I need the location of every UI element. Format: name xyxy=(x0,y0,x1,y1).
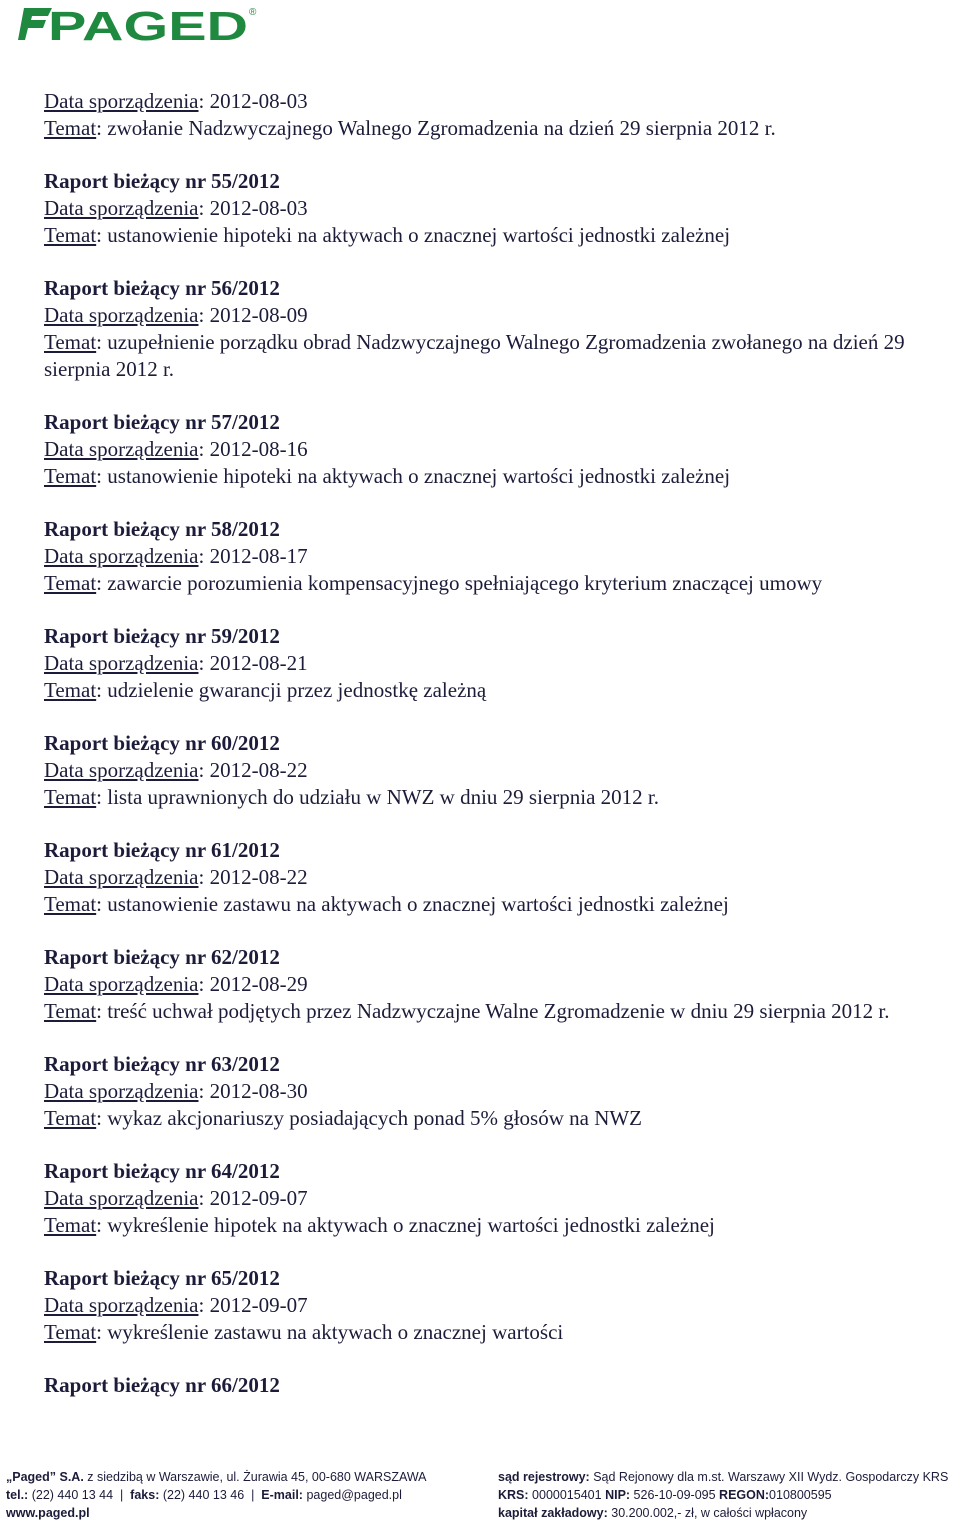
topic-label: Temat xyxy=(44,1319,97,1344)
report-topic: uzupełnienie porządku obrad Nadzwyczajnego Walnego Zgromadzenia zwołanego na dzień 29 sierpnia 2012 r. xyxy=(44,329,905,381)
date-label: Data sporządzenia xyxy=(44,757,199,782)
report-title: Raport bieżący nr 59/2012 xyxy=(44,624,280,648)
report-date: 2012-08-03 xyxy=(209,196,308,220)
date-label: Data sporządzenia xyxy=(44,1292,199,1317)
report-topic-line: Temat: uzupełnienie porządku obrad Nadzwyczajnego Walnego Zgromadzenia zwołanego na dzień 29 sierpnia 2012 r. xyxy=(44,329,905,381)
report-topic: ustanowienie zastawu na aktywach o znacznej wartości jednostki zależnej xyxy=(107,891,729,916)
topic-label: Temat xyxy=(44,570,97,595)
date-label: Data sporządzenia xyxy=(44,89,199,113)
date-label: Data sporządzenia xyxy=(44,303,199,327)
footer-email-link[interactable]: paged@paged.pl xyxy=(306,1488,402,1502)
report-date-line: Data sporządzenia: 2012-08-22 xyxy=(44,864,308,889)
report-date: 2012-08-17 xyxy=(209,543,308,568)
date-label: Data sporządzenia xyxy=(44,196,199,220)
report-date-line: Data sporządzenia: 2012-08-09 xyxy=(44,303,308,327)
topic-label: Temat xyxy=(44,463,97,488)
report-title: Raport bieżący nr 64/2012 xyxy=(44,1159,280,1183)
report-topic: udzielenie gwarancji przez jednostkę zależną xyxy=(107,677,487,702)
report-topic: ustanowienie hipoteki na aktywach o znacznej wartości jednostki zależnej xyxy=(107,222,731,247)
report-title: Raport bieżący nr 56/2012 xyxy=(44,276,280,301)
intro-topic-line: Temat: zwołanie Nadzwyczajnego Walnego Zgromadzenia na dzień 29 sierpnia 2012 r. xyxy=(44,115,776,140)
footer-regon-label: REGON: xyxy=(719,1488,770,1502)
intro-topic: zwołanie Nadzwyczajnego Walnego Zgromadzenia na dzień 29 sierpnia 2012 r. xyxy=(107,115,776,140)
date-label: Data sporządzenia xyxy=(44,971,199,996)
footer-regon: 010800595 xyxy=(769,1488,832,1502)
report-topic-line: Temat: ustanowienie zastawu na aktywach o znacznej wartości jednostki zależnej xyxy=(44,891,729,916)
report-topic: wykreślenie hipotek na aktywach o znacznej wartości jednostki zależnej xyxy=(107,1212,715,1237)
report-topic-line: Temat: wykreślenie hipotek na aktywach o znacznej wartości jednostki zależnej xyxy=(44,1212,715,1237)
report-topic-line: Temat: lista uprawnionych do udziału w NWZ w dniu 29 sierpnia 2012 r. xyxy=(44,784,659,809)
footer-company-address: z siedzibą w Warszawie, ul. Żurawia 45, 00-680 WARSZAWA xyxy=(87,1470,427,1484)
footer-capital-label: kapitał zakładowy: xyxy=(498,1506,608,1520)
footer-email-label: E-mail: xyxy=(261,1488,303,1502)
report-topic-line: Temat: wykaz akcjonariuszy posiadających ponad 5% głosów na NWZ xyxy=(44,1105,643,1130)
footer-registration xyxy=(498,1468,948,1522)
report-title: Raport bieżący nr 61/2012 xyxy=(44,838,280,862)
report-date-line: Data sporządzenia: 2012-08-16 xyxy=(44,436,308,461)
report-date: 2012-08-09 xyxy=(209,303,308,327)
report-title: Raport bieżący nr 62/2012 xyxy=(44,945,280,969)
report-topic-line: Temat: wykreślenie zastawu na aktywach o znacznej wartości xyxy=(44,1319,564,1344)
report-topic: ustanowienie hipoteki na aktywach o znacznej wartości jednostki zależnej xyxy=(107,463,731,488)
footer-krs: 0000015401 xyxy=(532,1488,602,1502)
report-topic: lista uprawnionych do udziału w NWZ w dniu 29 sierpnia 2012 r. xyxy=(107,784,659,809)
report-date: 2012-08-30 xyxy=(209,1078,308,1103)
intro-date: 2012-08-03 xyxy=(209,89,308,113)
report-title: Raport bieżący nr 58/2012 xyxy=(44,517,280,541)
report-title: Raport bieżący nr 66/2012 xyxy=(44,1373,280,1397)
report-list xyxy=(44,88,944,1399)
footer-nip-label: NIP: xyxy=(605,1488,631,1502)
report-date-line: Data sporządzenia: 2012-09-07 xyxy=(44,1185,308,1210)
report-title: Raport bieżący nr 55/2012 xyxy=(44,169,280,194)
logo-registered-mark: ® xyxy=(249,7,257,18)
logo-mark xyxy=(18,8,52,40)
report-topic-line: Temat: udzielenie gwarancji przez jednostkę zależną xyxy=(44,677,487,702)
report-date: 2012-08-22 xyxy=(209,864,308,889)
footer-contact: „Paged” S.A. z siedzibą w Warszawie, ul. Żurawia 45, 00-680 WARSZAWA tel.: (22) 440 13 44 | faks: (22) 440 13 46 | E-mail: paged@paged.pl www.paged.pl xyxy=(6,1470,427,1520)
topic-label: Temat xyxy=(44,1105,97,1130)
report-date-line: Data sporządzenia: 2012-08-30 xyxy=(44,1078,308,1103)
topic-label: Temat xyxy=(44,222,97,247)
footer-court: Sąd Rejonowy dla m.st. Warszawy XII Wydz. Gospodarczy KRS xyxy=(593,1470,949,1484)
report-topic-line: Temat: treść uchwał podjętych przez Nadzwyczajne Walne Zgromadzenie w dniu 29 sierpnia 2012 r. xyxy=(44,998,890,1023)
footer-website-link[interactable]: www.paged.pl xyxy=(6,1506,90,1520)
topic-label: Temat xyxy=(44,329,97,354)
report-date-line: Data sporządzenia: 2012-09-07 xyxy=(44,1292,308,1317)
report-date: 2012-08-29 xyxy=(209,971,308,996)
report-date-line: Data sporządzenia: 2012-08-22 xyxy=(44,757,308,782)
report-date-line: Data sporządzenia: 2012-08-03 xyxy=(44,196,308,220)
footer-company-name: „Paged” S.A. xyxy=(6,1470,84,1484)
footer-fax: (22) 440 13 46 xyxy=(162,1488,245,1502)
date-label: Data sporządzenia xyxy=(44,1078,199,1103)
date-label: Data sporządzenia xyxy=(44,543,199,568)
report-date: 2012-08-16 xyxy=(209,436,308,461)
report-topic-line: Temat: zawarcie porozumienia kompensacyjnego spełniającego kryterium znaczącej umowy xyxy=(44,570,823,595)
report-topic: zawarcie porozumienia kompensacyjnego spełniającego kryterium znaczącej umowy xyxy=(107,570,823,595)
report-topic: treść uchwał podjętych przez Nadzwyczajne Walne Zgromadzenie w dniu 29 sierpnia 2012 r. xyxy=(107,998,890,1023)
report-title: Raport bieżący nr 65/2012 xyxy=(44,1266,280,1290)
topic-label: Temat xyxy=(44,998,97,1023)
logo-wordmark: PAGED xyxy=(48,4,248,44)
report-date-line: Data sporządzenia: 2012-08-29 xyxy=(44,971,308,996)
footer-fax-label: faks: xyxy=(130,1488,160,1502)
topic-label: Temat xyxy=(44,677,97,702)
report-title: Raport bieżący nr 60/2012 xyxy=(44,731,280,755)
date-label: Data sporządzenia xyxy=(44,864,199,889)
report-title: Raport bieżący nr 63/2012 xyxy=(44,1052,280,1076)
intro-date-line: Data sporządzenia: 2012-08-03 xyxy=(44,89,308,113)
report-topic: wykreślenie zastawu na aktywach o znacznej wartości xyxy=(107,1319,564,1344)
report-date-line: Data sporządzenia: 2012-08-17 xyxy=(44,543,308,568)
report-date: 2012-08-21 xyxy=(209,650,308,675)
footer-tel-label: tel.: xyxy=(6,1488,29,1502)
report-topic-line: Temat: ustanowienie hipoteki na aktywach o znacznej wartości jednostki zależnej xyxy=(44,463,731,488)
footer-krs-label: KRS: xyxy=(498,1488,529,1502)
footer-court-label: sąd rejestrowy: xyxy=(498,1470,590,1484)
report-date: 2012-09-07 xyxy=(209,1292,308,1317)
topic-label: Temat xyxy=(44,115,97,140)
footer-capital: 30.200.002,- zł, w całości wpłacony xyxy=(611,1506,808,1520)
report-title: Raport bieżący nr 57/2012 xyxy=(44,410,280,434)
date-label: Data sporządzenia xyxy=(44,1185,199,1210)
topic-label: Temat xyxy=(44,1212,97,1237)
topic-label: Temat xyxy=(44,784,97,809)
topic-label: Temat xyxy=(44,891,97,916)
footer-nip: 526-10-09-095 xyxy=(633,1488,716,1502)
report-topic-line: Temat: ustanowienie hipoteki na aktywach o znacznej wartości jednostki zależnej xyxy=(44,222,731,247)
date-label: Data sporządzenia xyxy=(44,436,199,461)
report-date: 2012-09-07 xyxy=(209,1185,308,1210)
paged-logo xyxy=(18,4,258,44)
report-date-line: Data sporządzenia: 2012-08-21 xyxy=(44,650,308,675)
date-label: Data sporządzenia xyxy=(44,650,199,675)
footer-tel: (22) 440 13 44 xyxy=(31,1488,114,1502)
report-date: 2012-08-22 xyxy=(209,757,308,782)
report-topic: wykaz akcjonariuszy posiadających ponad 5% głosów na NWZ xyxy=(107,1105,643,1130)
